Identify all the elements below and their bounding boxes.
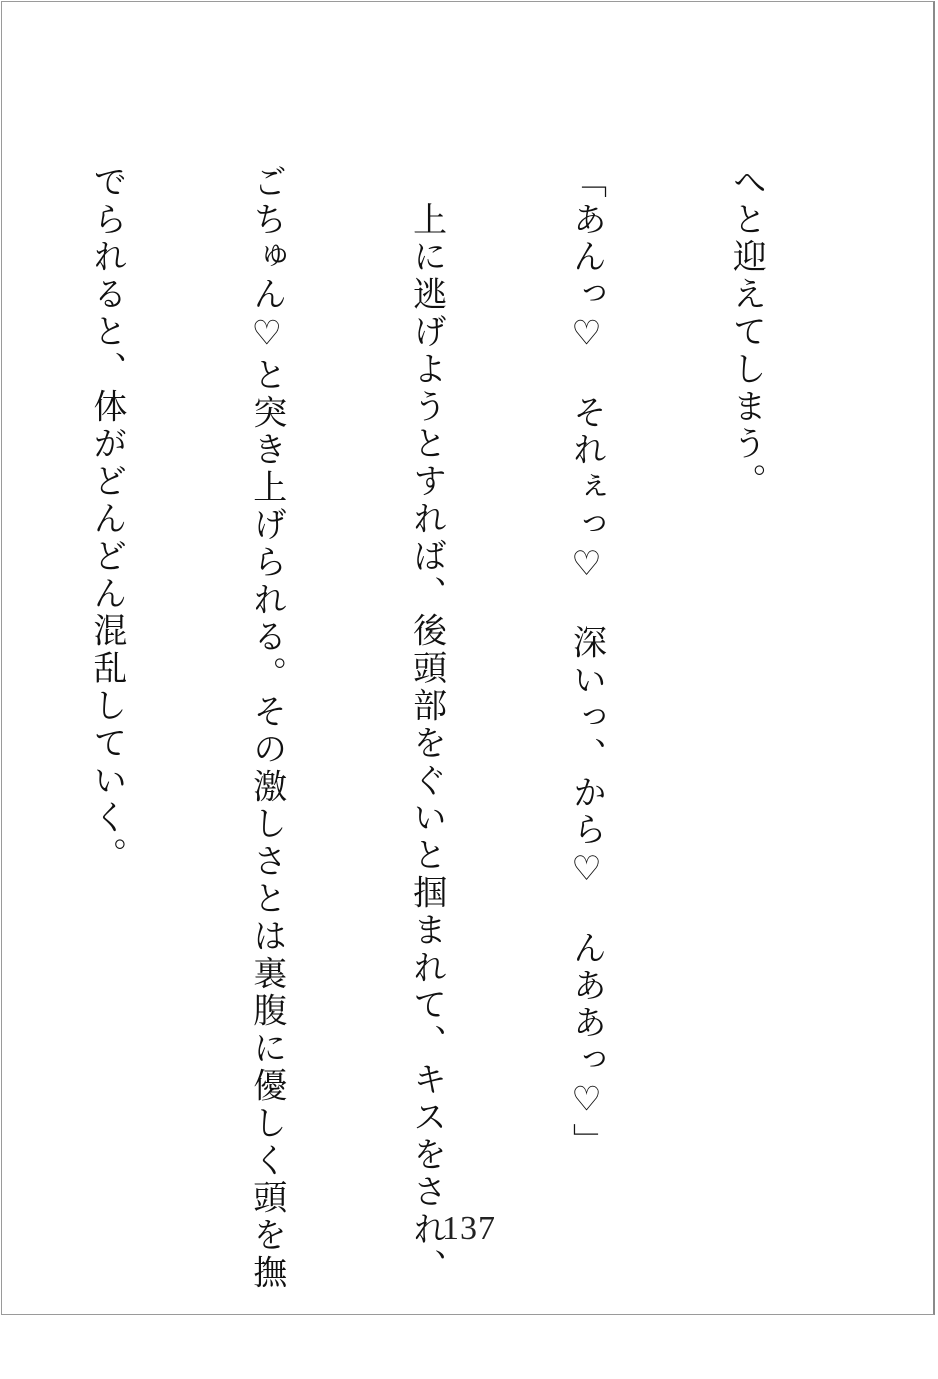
text-line: へと迎えてしまう。 (726, 164, 767, 501)
text-line: 「あんっ♡ それぇっ♡ 深いっ、から♡ んああっ♡」 (566, 164, 607, 1161)
text-line: ごちゅん♡と突き上げられる。その激しさとは裏腹に優しく頭を撫 (246, 164, 287, 1292)
page-number: 137 (442, 1210, 496, 1247)
book-page (1, 1, 935, 1315)
text-line: 上に逃げようとすれば、後頭部をぐいと掴まれて、キスをされ、 (406, 164, 447, 1286)
text-line: でられると、体がどんどん混乱していく。 (86, 164, 127, 875)
